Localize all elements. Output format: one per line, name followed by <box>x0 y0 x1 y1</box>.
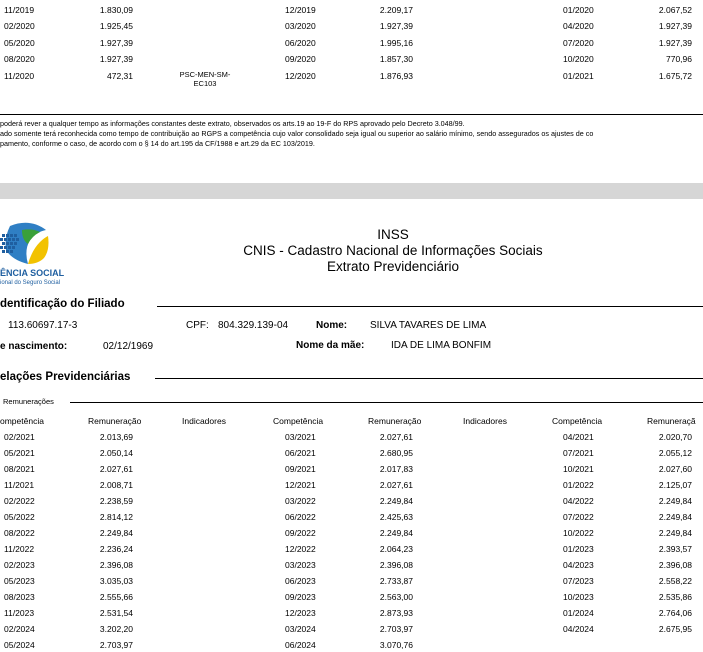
col-header-competencia-3: Competência <box>552 416 603 426</box>
remuneracao-cell: 1.857,30 <box>379 54 413 64</box>
competencia-cell: 01/2023 <box>563 544 594 554</box>
competencia-cell: 12/2023 <box>285 608 316 618</box>
competencia-cell: 11/2020 <box>4 71 35 81</box>
remuneracao-cell: 1.927,39 <box>658 21 692 31</box>
competencia-cell: 04/2020 <box>563 21 594 31</box>
remuneracao-cell: 1.927,39 <box>658 38 692 48</box>
competencia-cell: 10/2023 <box>563 592 594 602</box>
competencia-cell: 12/2019 <box>285 5 316 15</box>
remuneracao-cell: 2.050,14 <box>99 448 133 458</box>
section-identificacao-line <box>157 306 703 307</box>
remuneracao-cell: 2.249,84 <box>658 512 692 522</box>
competencia-cell: 06/2024 <box>285 640 316 650</box>
remuneracao-cell: 2.249,84 <box>379 496 413 506</box>
page-break <box>0 183 703 199</box>
logo-text: ÊNCIA SOCIAL <box>0 268 65 278</box>
header-cnis: CNIS - Cadastro Nacional de Informações Sociais <box>243 243 543 258</box>
remuneracao-cell: 2.238,59 <box>99 496 133 506</box>
competencia-cell: 05/2021 <box>4 448 35 458</box>
competencia-cell: 07/2020 <box>563 38 594 48</box>
indicadores-cell: PSC-MEN-SM-EC103 <box>179 70 231 88</box>
competencia-cell: 03/2024 <box>285 624 316 634</box>
remuneracao-cell: 2.017,83 <box>379 464 413 474</box>
competencia-cell: 02/2021 <box>4 432 35 442</box>
remuneracao-cell: 2.873,93 <box>379 608 413 618</box>
section-relacoes: elações Previdenciárias <box>0 371 131 383</box>
competencia-cell: 03/2020 <box>285 21 316 31</box>
competencia-cell: 02/2023 <box>4 560 35 570</box>
competencia-cell: 08/2023 <box>4 592 35 602</box>
competencia-cell: 05/2023 <box>4 576 35 586</box>
remuneracoes-line <box>70 402 703 403</box>
remuneracao-cell: 2.067,52 <box>658 5 692 15</box>
competencia-cell: 05/2024 <box>4 640 35 650</box>
note-line-1: poderá rever a qualquer tempo as informações constantes deste extrato, observados os arts.19 ao 19-F do RPS aprovado pelo Decreto 3.048/99. <box>0 119 465 128</box>
notes-divider <box>0 114 703 115</box>
remuneracao-cell: 770,96 <box>666 54 692 64</box>
competencia-cell: 01/2024 <box>563 608 594 618</box>
remuneracao-cell: 2.236,24 <box>99 544 133 554</box>
remuneracao-cell: 1.927,39 <box>99 54 133 64</box>
remuneracao-cell: 472,31 <box>107 71 133 81</box>
remuneracao-cell: 2.680,95 <box>379 448 413 458</box>
remuneracao-cell: 1.927,39 <box>379 21 413 31</box>
note-line-3: pamento, conforme o caso, de acordo com o § 14 do art.195 da CF/1988 e art.29 da EC 103/2019. <box>0 139 315 148</box>
col-header-remuneracao-1: Remuneração <box>88 416 142 426</box>
remuneracao-cell: 1.995,16 <box>379 38 413 48</box>
remuneracao-cell: 2.703,97 <box>99 640 133 650</box>
remuneracao-cell: 2.733,87 <box>379 576 413 586</box>
competencia-cell: 11/2021 <box>4 480 35 490</box>
competencia-cell: 02/2024 <box>4 624 35 634</box>
remuneracao-cell: 2.209,17 <box>379 5 413 15</box>
competencia-cell: 10/2021 <box>563 464 594 474</box>
remuneracao-cell: 2.027,61 <box>379 480 413 490</box>
competencia-cell: 01/2020 <box>563 5 594 15</box>
remuneracao-cell: 2.396,08 <box>379 560 413 570</box>
nome-mae-label: Nome da mãe: <box>296 340 365 351</box>
competencia-cell: 03/2023 <box>285 560 316 570</box>
competencia-cell: 11/2019 <box>4 5 35 15</box>
remuneracao-cell: 2.055,12 <box>658 448 692 458</box>
remuneracoes-subtitle: Remunerações <box>3 397 54 406</box>
competencia-cell: 12/2022 <box>285 544 316 554</box>
remuneracao-cell: 2.396,08 <box>99 560 133 570</box>
remuneracao-cell: 2.249,84 <box>658 496 692 506</box>
nit-value: 113.60697.17-3 <box>8 320 78 331</box>
competencia-cell: 07/2021 <box>563 448 594 458</box>
nome-value: SILVA TAVARES DE LIMA <box>370 320 487 331</box>
remuneracao-cell: 3.070,76 <box>379 640 413 650</box>
competencia-cell: 12/2021 <box>285 480 316 490</box>
competencia-cell: 08/2022 <box>4 528 35 538</box>
remuneracao-cell: 2.027,60 <box>658 464 692 474</box>
inss-logo <box>0 220 70 290</box>
col-header-remuneracao-3: Remuneraçã <box>647 416 696 426</box>
note-line-2: ado somente terá reconhecida como tempo de contribuição ao RGPS a competência cujo valor consolidado seja igual ou superior ao salário mínimo, sendo assegurados os ajustes de co <box>0 129 594 138</box>
competencia-cell: 03/2022 <box>285 496 316 506</box>
col-header-indicadores-1: Indicadores <box>182 416 226 426</box>
remuneracao-cell: 2.764,06 <box>658 608 692 618</box>
competencia-cell: 02/2022 <box>4 496 35 506</box>
competencia-cell: 09/2020 <box>285 54 316 64</box>
competencia-cell: 09/2021 <box>285 464 316 474</box>
remuneracao-cell: 2.531,54 <box>99 608 133 618</box>
remuneracao-cell: 2.396,08 <box>658 560 692 570</box>
cpf-label: CPF: <box>186 320 209 331</box>
cpf-value: 804.329.139-04 <box>218 320 289 331</box>
remuneracao-cell: 2.555,66 <box>99 592 133 602</box>
competencia-cell: 04/2023 <box>563 560 594 570</box>
competencia-cell: 05/2020 <box>4 38 35 48</box>
competencia-cell: 10/2020 <box>563 54 594 64</box>
remuneracao-cell: 1.925,45 <box>99 21 133 31</box>
competencia-cell: 04/2021 <box>563 432 594 442</box>
remuneracao-cell: 2.125,07 <box>658 480 692 490</box>
competencia-cell: 07/2023 <box>563 576 594 586</box>
remuneracao-cell: 2.064,23 <box>379 544 413 554</box>
remuneracao-cell: 2.027,61 <box>379 432 413 442</box>
remuneracao-cell: 2.020,70 <box>658 432 692 442</box>
remuneracao-cell: 2.027,61 <box>99 464 133 474</box>
competencia-cell: 04/2022 <box>563 496 594 506</box>
remuneracao-cell: 2.013,69 <box>99 432 133 442</box>
remuneracao-cell: 2.393,57 <box>658 544 692 554</box>
remuneracao-cell: 1.830,09 <box>99 5 133 15</box>
competencia-cell: 01/2022 <box>563 480 594 490</box>
competencia-cell: 12/2020 <box>285 71 316 81</box>
remuneracao-cell: 2.535,86 <box>658 592 692 602</box>
remuneracao-cell: 2.563,00 <box>379 592 413 602</box>
col-header-remuneracao-2: Remuneração <box>368 416 422 426</box>
remuneracao-cell: 2.425,63 <box>379 512 413 522</box>
remuneracao-cell: 2.249,84 <box>658 528 692 538</box>
competencia-cell: 02/2020 <box>4 21 35 31</box>
remuneracao-cell: 2.814,12 <box>99 512 133 522</box>
nome-mae-value: IDA DE LIMA BONFIM <box>391 340 492 351</box>
remuneracao-cell: 2.249,84 <box>379 528 413 538</box>
competencia-cell: 09/2022 <box>285 528 316 538</box>
col-header-competencia-2: Competência <box>273 416 324 426</box>
competencia-cell: 11/2022 <box>4 544 35 554</box>
competencia-cell: 06/2020 <box>285 38 316 48</box>
nascimento-value: 02/12/1969 <box>103 341 154 352</box>
competencia-cell: 10/2022 <box>563 528 594 538</box>
header-extrato: Extrato Previdenciário <box>326 259 460 274</box>
competencia-cell: 05/2022 <box>4 512 35 522</box>
competencia-cell: 11/2023 <box>4 608 35 618</box>
remuneracao-cell: 2.008,71 <box>99 480 133 490</box>
remuneracao-cell: 2.558,22 <box>658 576 692 586</box>
inss-logo-icon <box>0 220 50 268</box>
remuneracao-cell: 2.675,95 <box>658 624 692 634</box>
competencia-cell: 06/2022 <box>285 512 316 522</box>
remuneracao-cell: 1.876,93 <box>379 71 413 81</box>
header-inss: INSS <box>377 227 409 242</box>
remuneracao-cell: 3.035,03 <box>99 576 133 586</box>
nome-label: Nome: <box>316 320 348 331</box>
section-relacoes-line <box>155 378 703 379</box>
competencia-cell: 08/2021 <box>4 464 35 474</box>
competencia-cell: 08/2020 <box>4 54 35 64</box>
competencia-cell: 06/2021 <box>285 448 316 458</box>
competencia-cell: 09/2023 <box>285 592 316 602</box>
competencia-cell: 07/2022 <box>563 512 594 522</box>
remuneracao-cell: 2.249,84 <box>99 528 133 538</box>
section-identificacao: dentificação do Filiado <box>0 298 125 310</box>
remuneracao-cell: 2.703,97 <box>379 624 413 634</box>
logo-subtext: ional do Seguro Social <box>0 280 61 286</box>
competencia-cell: 01/2021 <box>563 71 594 81</box>
remuneracao-cell: 3.202,20 <box>99 624 133 634</box>
col-header-competencia-1: ompetência <box>0 416 44 426</box>
remuneracao-cell: 1.927,39 <box>99 38 133 48</box>
competencia-cell: 06/2023 <box>285 576 316 586</box>
competencia-cell: 04/2024 <box>563 624 594 634</box>
nascimento-label: e nascimento: <box>0 341 68 352</box>
remuneracao-cell: 1.675,72 <box>658 71 692 81</box>
competencia-cell: 03/2021 <box>285 432 316 442</box>
col-header-indicadores-2: Indicadores <box>463 416 507 426</box>
